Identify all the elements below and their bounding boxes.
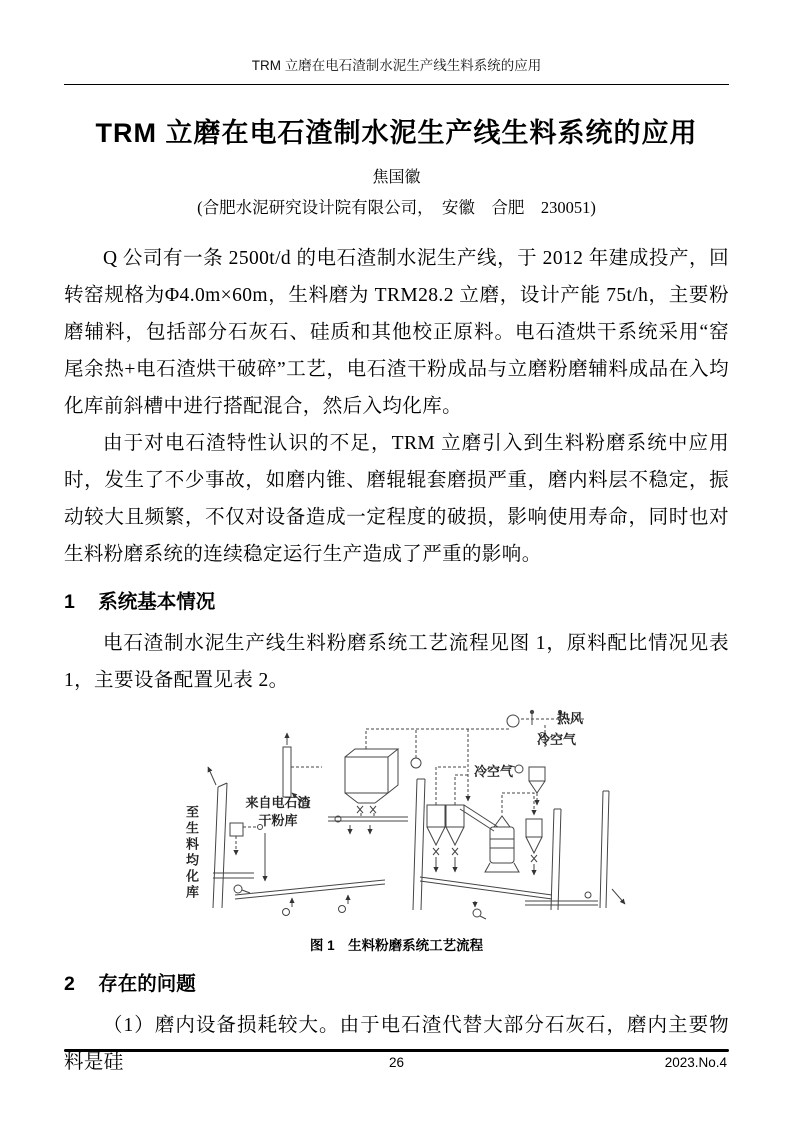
page-footer (64, 1049, 729, 1074)
section-heading-2 (64, 969, 729, 999)
figure-caption: 图 1 生料粉磨系统工艺流程 (309, 938, 484, 953)
left-bucket-elevator-icon (208, 767, 254, 908)
right-bucket-elevator-icon (551, 809, 561, 910)
left-air-slide-icon (235, 880, 385, 916)
small-cyclone-icon (526, 819, 542, 875)
label-cold-air-1: 冷空气 (537, 732, 577, 747)
paragraph-section-2: （1）磨内设备损耗较大。由于电石渣代替大部分石灰石，磨内主要物料是硅 (64, 1015, 729, 1073)
header-rule (64, 84, 729, 85)
author-name: 焦国徽 (372, 169, 421, 186)
page-header (64, 56, 729, 85)
section-title: 存在的问题 (98, 973, 196, 995)
paragraph-intro-1: Q 公司有一条 2500t/d 的电石渣制水泥生产线，于 2012 年建成投产，回转窑规格为Φ4.0m×60m，生料磨为 TRM28.2 立磨，设计产能 75t/h，主要粉磨辅料，包括部分石灰石、硅质和其他校正原料。电石渣烘干系统采用“窑尾余热+电石渣烘干破碎”工艺，电石渣干粉成品与立磨粉磨辅料成品在入均化库前斜槽中进行搭配混合，然后入均化库。 (64, 248, 729, 417)
middle-bucket-elevator-icon (413, 779, 425, 910)
process-flow-diagram (180, 705, 642, 931)
label-to-homogenizing-silo: 至生料均化库 (184, 805, 199, 901)
bin-duct (366, 729, 510, 749)
fan-icon (411, 758, 421, 768)
process-flow-figure (64, 705, 729, 955)
section-title: 系统基本情况 (98, 591, 216, 613)
top-right-hopper-icon (508, 765, 545, 805)
issue-number: 2023.No.4 (664, 1055, 727, 1070)
running-head: TRM 立磨在电石渣制水泥生产线生料系统的应用 (251, 58, 542, 73)
section-number: 1 (64, 591, 75, 613)
paragraph-section-1: 电石渣制水泥生产线生料粉磨系统工艺流程见图 1，原料配比情况见表 1，主要设备配置见表 2。 (64, 633, 729, 691)
twin-cyclones-icon (427, 767, 468, 872)
label-from-carbide-slag-silo: 来自电石渣 干粉库 (245, 795, 311, 828)
page-number: 26 (388, 1055, 405, 1070)
rotary-valve-icon (507, 715, 519, 727)
label-hot-air: 热风 (557, 711, 584, 726)
far-right-elevator-icon (525, 791, 625, 908)
feed-bin-icon (345, 749, 398, 813)
author-affiliation: (合肥水泥研究设计院有限公司， 安徽 合肥 230051) (197, 198, 596, 217)
bin-air-slide-icon (328, 813, 408, 834)
section-heading-1 (64, 587, 729, 617)
paragraph-intro-2: 由于对电石渣特性认识的不足，TRM 立磨引入到生料粉磨系统中应用时，发生了不少事故，如磨内锥、磨辊辊套磨损严重，磨内料层不稳定，振动较大且频繁，不仅对设备造成一定程度的破损，影响使用寿命，同时也对生料粉磨系统的连续稳定运行生产造成了严重的影响。 (64, 433, 729, 565)
right-air-slide-icon (420, 877, 552, 919)
label-cold-air-2: 冷空气 (474, 764, 514, 779)
article-body (64, 115, 729, 1081)
mill-outlet-duct (502, 793, 534, 815)
vertical-mill-icon (485, 816, 519, 872)
section-number: 2 (64, 973, 75, 995)
article-title: TRM 立磨在电石渣制水泥生产线生料系统的应用 (95, 118, 698, 148)
